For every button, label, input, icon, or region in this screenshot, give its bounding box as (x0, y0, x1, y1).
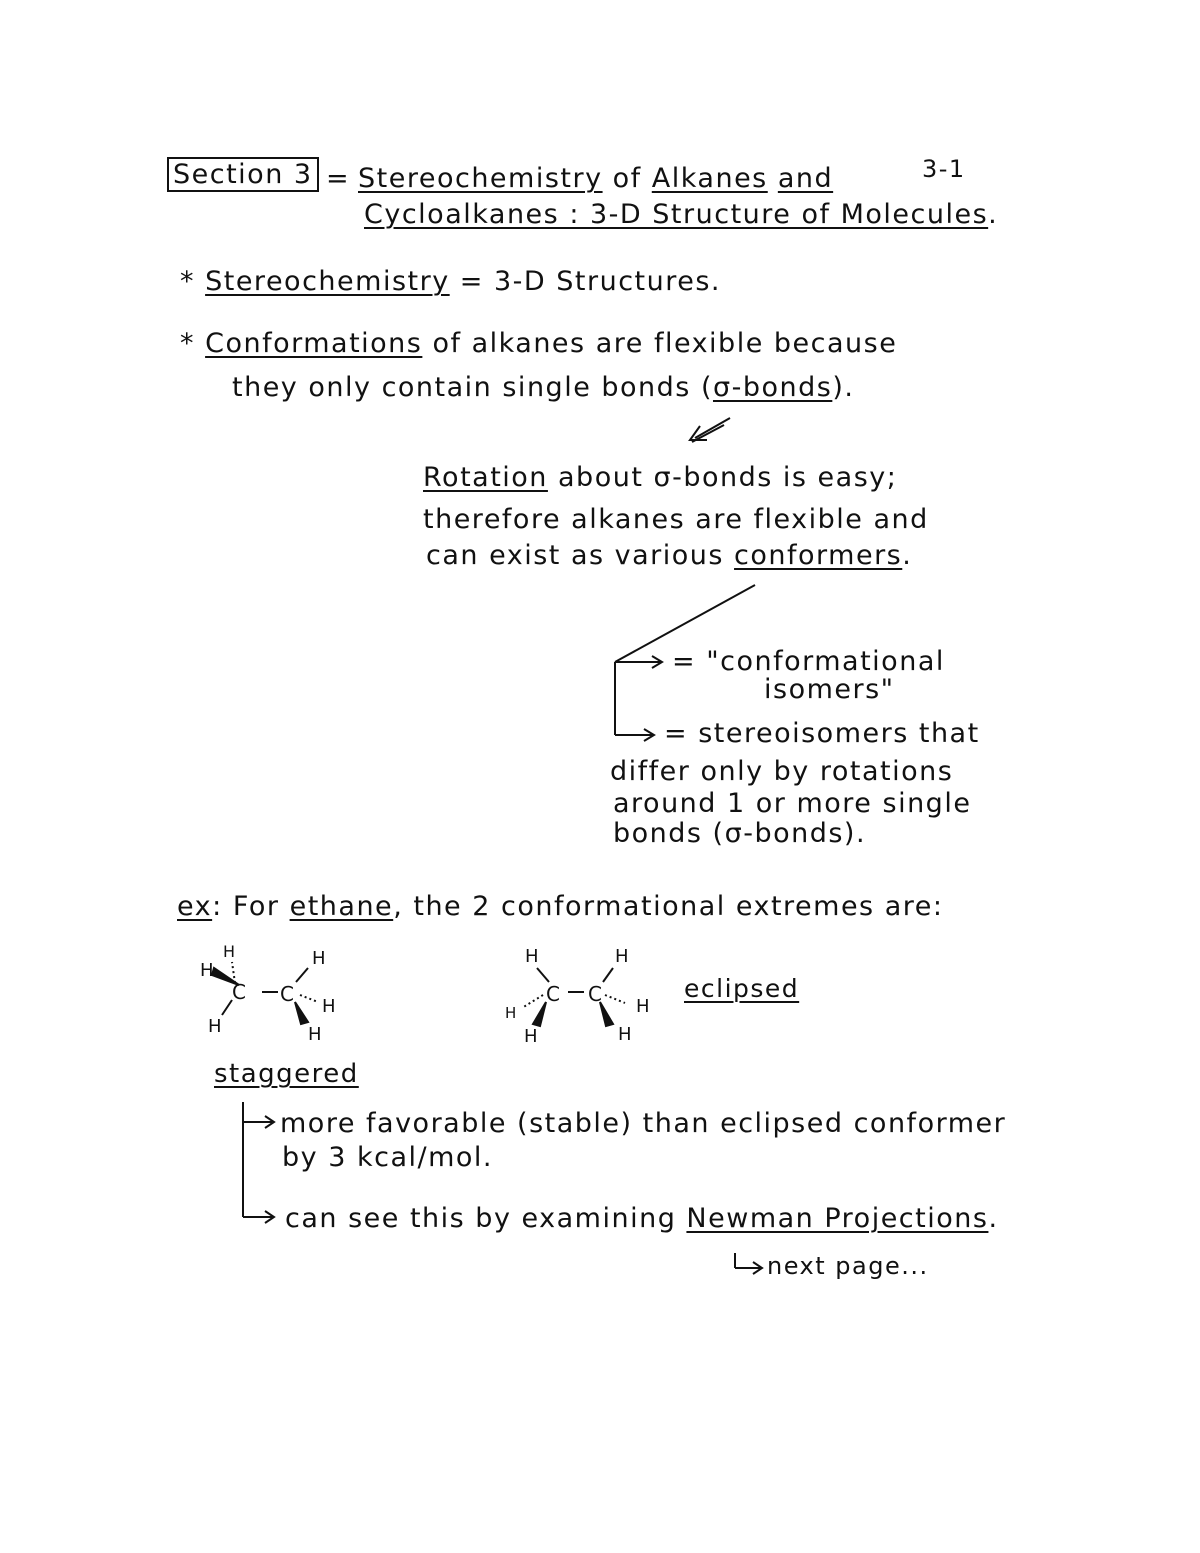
rotation-line3-end: . (902, 540, 913, 571)
atom-h: H (322, 996, 336, 1017)
atom-h: H (200, 960, 214, 981)
ex-for: For (222, 891, 290, 922)
def-isomers: isomers" (764, 674, 895, 705)
title-line2-end: . (988, 199, 999, 230)
atom-h: H (505, 1004, 517, 1022)
atom-h: H (615, 946, 629, 967)
page-number: 3-1 (922, 155, 966, 183)
rotation-line1-rest: about σ-bonds is easy; (547, 462, 898, 493)
def-line2: differ only by rotations (610, 756, 954, 787)
page-title-line2 (364, 199, 998, 230)
atom-h: H (208, 1016, 222, 1037)
note2-end: . (988, 1203, 999, 1234)
atom-h: H (525, 946, 539, 967)
title-line2-text: Cycloalkanes : 3-D Structure of Molecules (364, 199, 989, 230)
bullet-rest: = 3-D Structures. (449, 266, 722, 297)
conformers-term: conformers (734, 540, 903, 571)
rotation-line1 (423, 462, 897, 493)
atom-c: C (232, 980, 246, 1004)
atom-h: H (223, 942, 236, 961)
next-page-note: next page... (767, 1252, 929, 1280)
staggered-note1-line1: more favorable (stable) than eclipsed conformer (280, 1108, 1007, 1139)
ethane-term: ethane (289, 891, 394, 922)
bullet-term: Conformations (205, 328, 423, 359)
staggered-label: staggered (214, 1059, 359, 1089)
staggered-note2 (285, 1203, 999, 1234)
bullet-stereochemistry (180, 266, 721, 297)
rotation-line3-text: can exist as various (426, 540, 735, 571)
atom-c: C (588, 982, 602, 1006)
title-word-and: and (777, 163, 834, 194)
bullet-conformations-line2 (232, 372, 854, 403)
section-label: Section 3 (167, 157, 319, 192)
atom-h: H (618, 1024, 632, 1045)
example-line (177, 891, 943, 922)
eclipsed-molecule-bonds (522, 968, 625, 1026)
atom-c: C (546, 982, 560, 1006)
line2-text: they only contain single bonds ( (232, 372, 713, 403)
bullet-rest: of alkanes are flexible because (422, 328, 898, 359)
def-conformational: = "conformational (672, 646, 945, 677)
def-line4: bonds (σ-bonds). (613, 818, 867, 849)
ex-rest: , the 2 conformational extremes are: (393, 891, 944, 922)
page-title-line1 (358, 163, 833, 194)
bullet-star: * (180, 328, 195, 359)
eclipsed-label: eclipsed (684, 974, 800, 1003)
title-word-alkanes: Alkanes (651, 163, 768, 194)
bullet-star: * (180, 266, 195, 297)
title-word-stereochemistry: Stereochemistry (358, 163, 603, 194)
bullet-conformations (180, 328, 897, 359)
ex-label: ex (177, 891, 213, 922)
atom-h: H (524, 1026, 538, 1047)
double-arrow-icon (690, 418, 730, 442)
rotation-line3 (426, 540, 912, 571)
rotation-line2: therefore alkanes are flexible and (423, 504, 929, 535)
atom-h: H (312, 948, 326, 969)
line2-end: ). (832, 372, 855, 403)
bullet-term: Stereochemistry (205, 266, 450, 297)
title-space (768, 163, 778, 194)
note2-text: can see this by examining (285, 1203, 687, 1234)
atom-c: C (280, 982, 294, 1006)
atom-h: H (636, 996, 650, 1017)
newman-projections-term: Newman Projections (686, 1203, 989, 1234)
staggered-note1-line2: by 3 kcal/mol. (282, 1142, 493, 1173)
ex-colon: : (212, 891, 223, 922)
staggered-molecule-bonds (212, 962, 318, 1024)
def-stereoisomers: = stereoisomers that (664, 718, 980, 749)
sigma-bonds-term: σ-bonds (712, 372, 833, 403)
def-line3: around 1 or more single (613, 788, 972, 819)
rotation-term: Rotation (423, 462, 548, 493)
header-equals: = (326, 163, 351, 194)
atom-h: H (308, 1024, 322, 1045)
title-word-of: of (602, 163, 652, 194)
